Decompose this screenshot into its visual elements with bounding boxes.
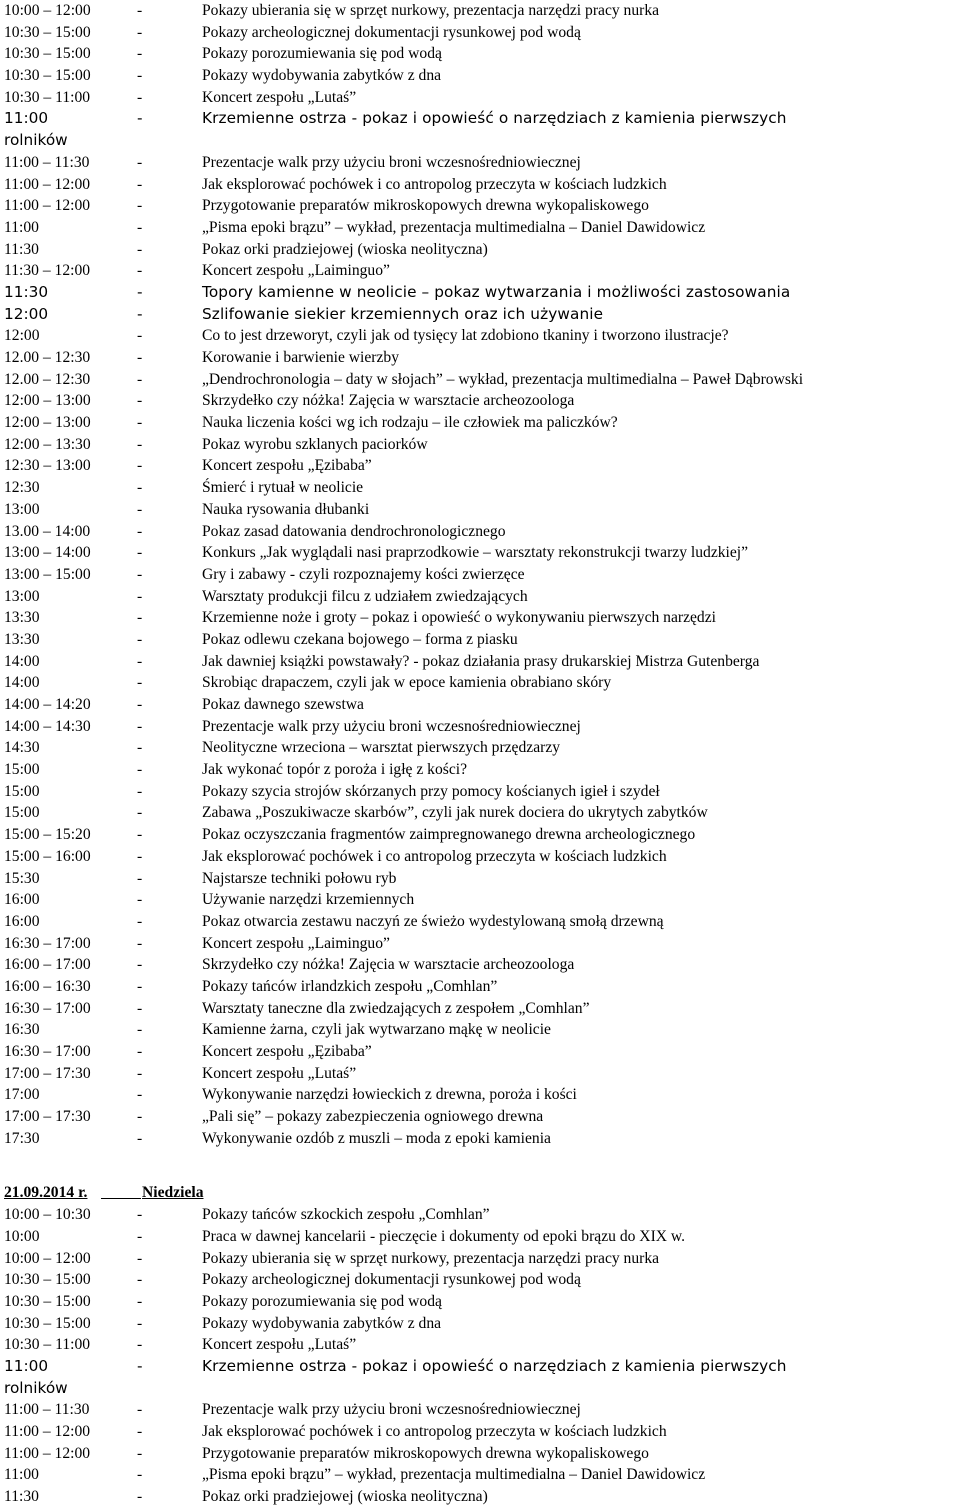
schedule-row: [4, 586, 960, 608]
event-description: Pokaz zasad datowania dendrochronologicznego: [202, 522, 506, 540]
event-description: Śmierć i rytuał w neolicie: [202, 479, 364, 497]
schedule-row: [4, 781, 960, 803]
event-time: 17:30: [4, 1129, 40, 1147]
separator-dash: -: [137, 717, 143, 735]
event-time: 11:30: [4, 240, 39, 258]
separator-dash: -: [137, 153, 143, 171]
event-description: Pokazy tańców irlandzkich zespołu „Comhlan”: [202, 977, 498, 995]
event-description: Pokazy ubierania się w sprzęt nurkowy, prezentacja narzędzi pracy nurka: [202, 2, 660, 19]
separator-dash: -: [137, 1356, 143, 1375]
event-description: Praca w dawnej kancelarii - pieczęcie i dokumenty od epoki brązu do XIX w.: [202, 1227, 686, 1245]
event-description: Krzemienne ostrza - pokaz i opowieść o narzędziach z kamienia pierwszych: [202, 109, 787, 128]
schedule-row: [4, 933, 960, 955]
schedule-row: [4, 369, 960, 391]
event-time: 12:00: [4, 304, 49, 323]
event-description: Pokaz orki pradziejowej (wioska neolityczna): [202, 1488, 488, 1506]
schedule-row: [4, 412, 960, 434]
event-time: 10:30 – 15:00: [4, 1314, 91, 1332]
event-time: 11:00 – 12:00: [4, 175, 91, 193]
event-time: 12:00: [4, 327, 40, 345]
separator-dash: -: [137, 609, 143, 627]
separator-dash: -: [137, 912, 143, 930]
schedule-row: [4, 564, 960, 586]
event-time: 15:00 – 16:00: [4, 847, 91, 865]
event-time: 13:30: [4, 630, 40, 648]
schedule-row: [4, 1334, 960, 1356]
schedule-row: [4, 1269, 960, 1291]
schedule-row: [4, 1063, 960, 1085]
event-time: 12.00 – 12:30: [4, 370, 91, 388]
event-description: Przygotowanie preparatów mikroskopowych drewna wykopaliskowego: [202, 1444, 649, 1462]
schedule-row: [4, 737, 960, 759]
schedule-row: [4, 304, 960, 326]
schedule-row: [4, 1399, 960, 1421]
separator-dash: -: [137, 109, 143, 128]
event-time: 16:30 – 17:00: [4, 1043, 91, 1060]
event-description-continuation: rolników: [4, 131, 68, 150]
schedule-row: [4, 651, 960, 673]
event-time: 15:00: [4, 761, 40, 779]
schedule-row: [4, 1443, 960, 1465]
schedule-row: [4, 868, 960, 890]
event-time: 11:00 – 11:30: [4, 1401, 90, 1419]
schedule-row: [4, 195, 960, 217]
schedule-row: [4, 1128, 960, 1150]
separator-dash: -: [137, 457, 143, 475]
event-time: 13:00: [4, 587, 40, 605]
event-description: Skrobiąc drapaczem, czyli jak w epoce kamienia obrabiano skóry: [202, 674, 612, 692]
separator-dash: -: [137, 414, 143, 432]
separator-dash: -: [137, 1108, 143, 1126]
event-description: Koncert zespołu „Laiminguo”: [202, 262, 390, 280]
event-time: 13.00 – 14:00: [4, 522, 91, 540]
event-time: 13:00 – 15:00: [4, 565, 91, 583]
event-time: 10:30 – 15:00: [4, 67, 91, 85]
event-description: Pokazy porozumiewania się pod wodą: [202, 45, 442, 63]
event-description: Konkurs „Jak wyglądali nasi praprzodkowie – warsztaty rekonstrukcji twarzy ludzkiej”: [202, 544, 749, 562]
event-time: 14:00 – 14:20: [4, 696, 91, 713]
schedule-row: [4, 1041, 960, 1063]
schedule-row: [4, 998, 960, 1020]
event-time: 11:00 – 12:00: [4, 1444, 91, 1462]
event-description: Neolityczne wrzeciona – warsztat pierwszych przędzarzy: [202, 739, 561, 757]
event-description: Korowanie i barwienie wierzby: [202, 349, 400, 366]
event-time: 11:00 – 11:30: [4, 153, 90, 171]
event-description: Wykonywanie ozdób z muszli – moda z epoki kamienia: [202, 1129, 551, 1147]
schedule-row: [4, 954, 960, 976]
event-time: 14:30: [4, 739, 40, 757]
day-date: 21.09.2014 r.: [4, 1184, 88, 1202]
event-time: 12:30: [4, 479, 40, 497]
event-time: 16:00 – 16:30: [4, 977, 91, 995]
schedule-row: [4, 174, 960, 196]
event-time: 10:00 – 12:00: [4, 2, 91, 19]
event-time: 16:30 – 17:00: [4, 999, 91, 1017]
event-time: 11:00: [4, 1466, 39, 1484]
schedule-row: [4, 390, 960, 412]
heading-underline: [101, 1197, 141, 1199]
separator-dash: -: [137, 327, 143, 345]
schedule-row: [4, 542, 960, 564]
separator-dash: -: [137, 88, 143, 106]
separator-dash: -: [137, 197, 143, 215]
separator-dash: -: [137, 1271, 143, 1289]
event-description: Pokazy porozumiewania się pod wodą: [202, 1292, 442, 1310]
event-time: 11:00 – 12:00: [4, 1423, 91, 1440]
schedule-row: [4, 1019, 960, 1041]
separator-dash: -: [137, 1249, 143, 1267]
separator-dash: -: [137, 869, 143, 887]
event-description: „Pisma epoki brązu” – wykład, prezentacja multimedialna – Daniel Dawidowicz: [202, 1466, 706, 1484]
event-description: Co to jest drzeworyt, czyli jak od tysięcy lat zdobiono tkaniny i tworzono ilustracje?: [202, 327, 729, 345]
schedule-row: [4, 1204, 960, 1226]
separator-dash: -: [137, 544, 143, 562]
event-description: Pokaz dawnego szewstwa: [202, 696, 364, 713]
event-description: Pokazy wydobywania zabytków z dna: [202, 67, 442, 85]
event-description: Jak eksplorować pochówek i co antropolog przeczyta w kościach ludzkich: [202, 847, 667, 865]
event-description: Kamienne żarna, czyli jak wytwarzano mąkę w neolicie: [202, 1021, 551, 1039]
event-time: 16:00 – 17:00: [4, 956, 91, 974]
separator-dash: -: [137, 761, 143, 779]
event-description: Skrzydełko czy nóżka! Zajęcia w warsztacie archeozoologa: [202, 956, 575, 974]
schedule-row: [4, 976, 960, 998]
event-description: Pokaz oczyszczania fragmentów zaimpregnowanego drewna archeologicznego: [202, 826, 696, 844]
event-description: Koncert zespołu „Ęzibaba”: [202, 1043, 372, 1060]
event-description: Koncert zespołu „Lutaś”: [202, 1336, 357, 1354]
event-time: 13:00: [4, 500, 40, 518]
event-time: 12:00 – 13:00: [4, 392, 91, 410]
separator-dash: -: [137, 282, 143, 301]
event-description: Pokazy szycia strojów skórzanych przy pomocy kościanych igieł i szydeł: [202, 782, 660, 800]
event-description: Zabawa „Poszukiwacze skarbów”, czyli jak nurek dociera do ukrytych zabytków: [202, 804, 708, 822]
schedule-row: [4, 607, 960, 629]
event-description: Pokazy archeologicznej dokumentacji rysunkowej pod wodą: [202, 1271, 581, 1289]
schedule-row: [4, 477, 960, 499]
separator-dash: -: [137, 45, 143, 63]
separator-dash: -: [137, 977, 143, 995]
schedule-row: [4, 108, 960, 130]
separator-dash: -: [137, 1292, 143, 1310]
event-time: 11:00 – 12:00: [4, 197, 91, 215]
separator-dash: -: [137, 218, 143, 236]
event-description: Wykonywanie narzędzi łowieckich z drewna, poroża i kości: [202, 1086, 577, 1104]
schedule-row: [4, 1106, 960, 1128]
event-description: Jak eksplorować pochówek i co antropolog przeczyta w kościach ludzkich: [202, 175, 667, 193]
event-time: 14:00 – 14:30: [4, 717, 91, 735]
separator-dash: -: [137, 782, 143, 800]
event-description: Prezentacje walk przy użyciu broni wczesnośredniowiecznej: [202, 153, 581, 171]
separator-dash: -: [137, 1086, 143, 1104]
event-description: Jak eksplorować pochówek i co antropolog przeczyta w kościach ludzkich: [202, 1423, 667, 1440]
event-time: 11:30: [4, 1488, 39, 1506]
event-time: 11:30: [4, 282, 49, 301]
schedule-row: [4, 282, 960, 304]
separator-dash: -: [137, 1444, 143, 1462]
schedule-row: [4, 802, 960, 824]
schedule-row: [4, 347, 960, 369]
schedule-row: [4, 217, 960, 239]
schedule-section-saturday: [4, 0, 960, 1149]
separator-dash: -: [137, 392, 143, 410]
event-time: 12.00 – 12:30: [4, 349, 91, 366]
separator-dash: -: [137, 370, 143, 388]
schedule-row: [4, 1291, 960, 1313]
event-description: Przygotowanie preparatów mikroskopowych drewna wykopaliskowego: [202, 197, 649, 215]
event-time: 10:30 – 15:00: [4, 45, 91, 63]
event-description: Pokazy archeologicznej dokumentacji rysunkowej pod wodą: [202, 23, 581, 41]
separator-dash: -: [137, 934, 143, 952]
separator-dash: -: [137, 1466, 143, 1484]
separator-dash: -: [137, 956, 143, 974]
event-time: 15:00: [4, 804, 40, 822]
separator-dash: -: [137, 262, 143, 280]
event-time: 10:00: [4, 1227, 40, 1245]
event-description: Koncert zespołu „Ęzibaba”: [202, 457, 372, 475]
schedule-row: [4, 911, 960, 933]
event-time: 17:00 – 17:30: [4, 1064, 91, 1082]
event-description: Prezentacje walk przy użyciu broni wczesnośredniowiecznej: [202, 1401, 581, 1419]
schedule-row: [4, 629, 960, 651]
event-description: Jak dawniej książki powstawały? - pokaz działania prasy drukarskiej Mistrza Gutenberga: [202, 652, 760, 670]
event-description: Pokaz wyrobu szklanych paciorków: [202, 435, 428, 453]
schedule-row: [4, 694, 960, 716]
schedule-row: [4, 1464, 960, 1486]
schedule-row: [4, 1084, 960, 1106]
day-name: Niedziela: [142, 1184, 204, 1202]
event-description: Pokazy ubierania się w sprzęt nurkowy, prezentacja narzędzi pracy nurka: [202, 1249, 660, 1267]
event-time: 10:30 – 11:00: [4, 1336, 91, 1354]
schedule-row: [4, 0, 960, 22]
event-time: 10:30 – 15:00: [4, 1271, 91, 1289]
event-time: 11:00: [4, 109, 49, 128]
event-description: Pokazy wydobywania zabytków z dna: [202, 1314, 442, 1332]
event-description: Koncert zespołu „Laiminguo”: [202, 934, 390, 952]
event-time: 17:00: [4, 1086, 40, 1104]
schedule-row: [4, 1248, 960, 1270]
separator-dash: -: [137, 2, 143, 19]
separator-dash: -: [137, 696, 143, 713]
schedule-row: [4, 260, 960, 282]
event-description: Nauka rysowania dłubanki: [202, 500, 370, 518]
event-time: 12:30 – 13:00: [4, 457, 91, 475]
event-time: 10:30 – 15:00: [4, 23, 91, 41]
event-description: Pokazy tańców szkockich zespołu „Comhlan”: [202, 1206, 490, 1224]
event-time: 12:00 – 13:30: [4, 435, 91, 453]
event-description: Topory kamienne w neolicie – pokaz wytwarzania i możliwości zastosowania: [202, 282, 791, 301]
schedule-row: [4, 846, 960, 868]
separator-dash: -: [137, 891, 143, 909]
separator-dash: -: [137, 804, 143, 822]
event-description: „Pisma epoki brązu” – wykład, prezentacja multimedialna – Daniel Dawidowicz: [202, 218, 706, 236]
event-description: Skrzydełko czy nóżka! Zajęcia w warsztacie archeozoologa: [202, 392, 575, 410]
separator-dash: -: [137, 1314, 143, 1332]
event-description: Używanie narzędzi krzemiennych: [202, 891, 415, 909]
schedule-row: [4, 239, 960, 261]
schedule-row: [4, 889, 960, 911]
event-time: 15:00 – 15:20: [4, 826, 91, 844]
event-description: Krzemienne ostrza - pokaz i opowieść o narzędziach z kamienia pierwszych: [202, 1356, 787, 1375]
separator-dash: -: [137, 1488, 143, 1506]
day-heading: [4, 1182, 960, 1204]
event-time: 11:00: [4, 1356, 49, 1375]
schedule-section-sunday: [4, 1204, 960, 1508]
separator-dash: -: [137, 500, 143, 518]
event-time: 15:30: [4, 869, 40, 887]
schedule-row: [4, 1313, 960, 1335]
schedule-row: [4, 1421, 960, 1443]
separator-dash: -: [137, 175, 143, 193]
separator-dash: -: [137, 630, 143, 648]
schedule-row: [4, 1226, 960, 1248]
event-time: 16:30: [4, 1021, 40, 1039]
schedule-row: [4, 325, 960, 347]
separator-dash: -: [137, 1129, 143, 1147]
event-time: 16:00: [4, 891, 40, 909]
separator-dash: -: [137, 67, 143, 85]
event-description: Krzemienne noże i groty – pokaz i opowieść o wykonywaniu pierwszych narzędzi: [202, 609, 716, 627]
event-description: Najstarsze techniki połowu ryb: [202, 869, 397, 887]
schedule-row: [4, 65, 960, 87]
event-time: 12:00 – 13:00: [4, 414, 91, 432]
event-description: Pokaz odlewu czekana bojowego – forma z piasku: [202, 630, 518, 648]
separator-dash: -: [137, 1401, 143, 1419]
event-description: Szlifowanie siekier krzemiennych oraz ich używanie: [202, 304, 604, 323]
section-gap: [4, 1149, 960, 1182]
separator-dash: -: [137, 1227, 143, 1245]
schedule-row: [4, 716, 960, 738]
event-description: Koncert zespołu „Lutaś”: [202, 1064, 357, 1082]
separator-dash: -: [137, 739, 143, 757]
separator-dash: -: [137, 240, 143, 258]
schedule-row: [4, 22, 960, 44]
schedule-row: [4, 1486, 960, 1508]
event-description: Pokaz orki pradziejowej (wioska neolityczna): [202, 240, 488, 258]
separator-dash: -: [137, 999, 143, 1017]
event-description: Nauka liczenia kości wg ich rodzaju – ile człowiek ma paliczków?: [202, 414, 618, 432]
event-description: Koncert zespołu „Lutaś”: [202, 88, 357, 106]
schedule-row: [4, 455, 960, 477]
schedule-row: [4, 152, 960, 174]
separator-dash: -: [137, 1336, 143, 1354]
schedule-row: [4, 499, 960, 521]
event-time: 13:30: [4, 609, 40, 627]
event-time: 16:30 – 17:00: [4, 934, 91, 952]
event-description: „Dendrochronologia – daty w słojach” – wykład, prezentacja multimedialna – Paweł Dąbrowski: [202, 370, 804, 388]
event-time: 10:00 – 12:00: [4, 1249, 91, 1267]
event-time: 10:30 – 15:00: [4, 1292, 91, 1310]
separator-dash: -: [137, 1206, 143, 1224]
separator-dash: -: [137, 1021, 143, 1039]
schedule-row: [4, 672, 960, 694]
event-description-continuation: rolników: [4, 1378, 68, 1397]
separator-dash: -: [137, 23, 143, 41]
event-description: Prezentacje walk przy użyciu broni wczesnośredniowiecznej: [202, 717, 581, 735]
event-time: 11:00: [4, 218, 39, 236]
event-description: Jak wykonać topór z poroża i igłę z kości?: [202, 761, 468, 779]
event-description: Warsztaty produkcji filcu z udziałem zwiedzających: [202, 587, 528, 605]
separator-dash: -: [137, 587, 143, 605]
event-time: 10:30 – 11:00: [4, 88, 91, 106]
event-description: Pokaz otwarcia zestawu naczyń ze świeżo wydestylowaną smołą drzewną: [202, 912, 664, 930]
separator-dash: -: [137, 435, 143, 453]
separator-dash: -: [137, 304, 143, 323]
separator-dash: -: [137, 847, 143, 865]
separator-dash: -: [137, 652, 143, 670]
schedule-row: [4, 824, 960, 846]
event-time: 11:30 – 12:00: [4, 262, 91, 280]
separator-dash: -: [137, 674, 143, 692]
separator-dash: -: [137, 479, 143, 497]
event-time: 17:00 – 17:30: [4, 1108, 91, 1126]
separator-dash: -: [137, 349, 143, 366]
schedule-row: [4, 87, 960, 109]
event-time: 16:00: [4, 912, 40, 930]
schedule-row: [4, 1356, 960, 1378]
separator-dash: -: [137, 826, 143, 844]
separator-dash: -: [137, 565, 143, 583]
schedule-row: [4, 759, 960, 781]
event-description: „Pali się” – pokazy zabezpieczenia ogniowego drewna: [202, 1108, 544, 1126]
event-description: Warsztaty taneczne dla zwiedzających z zespołem „Comhlan”: [202, 999, 590, 1017]
schedule-row: [4, 43, 960, 65]
separator-dash: -: [137, 522, 143, 540]
event-description: Gry i zabawy - czyli rozpoznajemy kości zwierzęce: [202, 565, 525, 583]
event-time: 10:00 – 10:30: [4, 1206, 91, 1224]
separator-dash: -: [137, 1043, 143, 1060]
separator-dash: -: [137, 1064, 143, 1082]
schedule-row: [4, 434, 960, 456]
separator-dash: -: [137, 1423, 143, 1440]
event-time: 15:00: [4, 782, 40, 800]
schedule-page: [4, 0, 960, 1508]
schedule-row: [4, 521, 960, 543]
event-time: 13:00 – 14:00: [4, 544, 91, 562]
event-time: 14:00: [4, 652, 40, 670]
event-time: 14:00: [4, 674, 40, 692]
